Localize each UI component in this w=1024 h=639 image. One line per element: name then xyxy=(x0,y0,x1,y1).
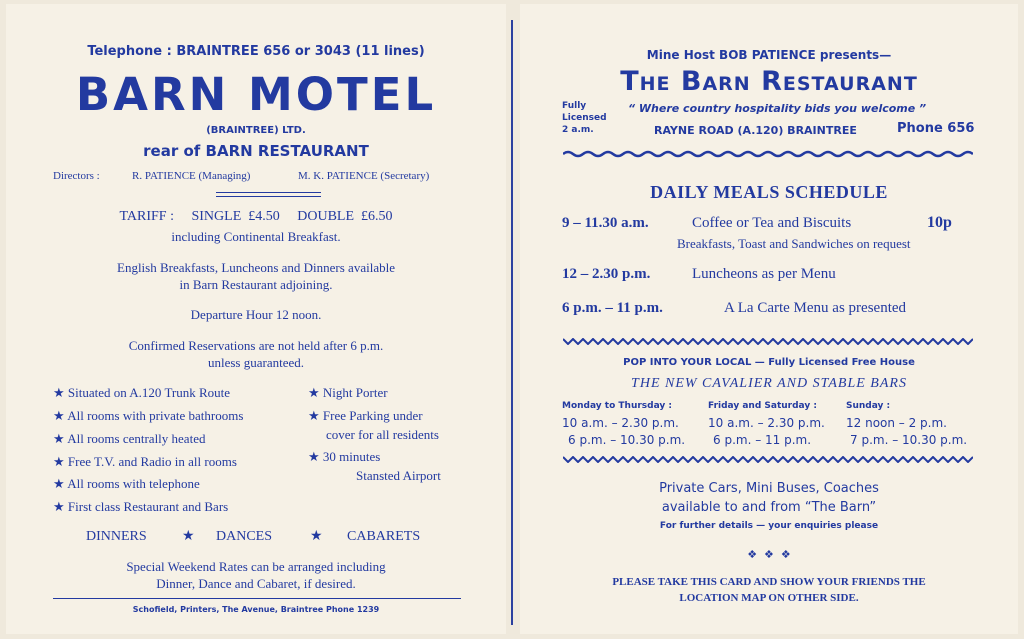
schedule-time: 9 – 11.30 a.m. xyxy=(562,215,649,231)
fold-line xyxy=(511,20,513,625)
restaurant-panel xyxy=(520,4,1018,634)
enquiries-line: For further details — your enquiries please xyxy=(659,521,879,531)
presents-line: Mine Host BOB PATIENCE presents— xyxy=(646,48,892,62)
entertainment-dances: DANCES xyxy=(216,529,273,544)
entertainment-dinners: DINNERS xyxy=(86,529,147,544)
star-icon: ★ xyxy=(310,529,323,544)
schedule-time: 12 – 2.30 p.m. xyxy=(562,266,651,282)
motel-panel xyxy=(6,4,506,634)
schedule-note: Breakfasts, Toast and Sandwiches on request xyxy=(677,236,911,251)
rear-of-line: rear of BARN RESTAURANT xyxy=(143,142,369,160)
footer-rule xyxy=(53,598,461,599)
feature-item: ★ First class Restaurant and Bars xyxy=(53,499,229,514)
chevron-divider xyxy=(563,338,973,345)
chevron-divider xyxy=(563,456,973,463)
feature-item: ★ All rooms with private bathrooms xyxy=(53,408,244,423)
meals-line-1: English Breakfasts, Luncheons and Dinners available xyxy=(117,260,395,275)
schedule-time: 6 p.m. – 11 p.m. xyxy=(562,300,663,316)
pop-in-line: POP INTO YOUR LOCAL — Fully Licensed Free House xyxy=(623,357,915,368)
director-secretary: M. K. PATIENCE (Secretary) xyxy=(298,170,430,182)
schedule-item: Luncheons as per Menu xyxy=(692,266,836,282)
closing-line-2: LOCATION MAP ON OTHER SIDE. xyxy=(679,592,859,604)
star-icon: ★ xyxy=(53,385,65,400)
weekend-line-2: Dinner, Dance and Cabaret, if desired. xyxy=(156,576,356,591)
schedule-item: Coffee or Tea and Biscuits xyxy=(692,215,852,231)
address-line: RAYNE ROAD (A.120) BRAINTREE xyxy=(654,124,857,137)
star-icon: ★ xyxy=(53,408,65,423)
star-icon: ★ xyxy=(53,431,65,446)
star-icon: ★ xyxy=(308,408,320,423)
feature-item: ★ 30 minutes xyxy=(308,449,381,464)
director-managing: R. PATIENCE (Managing) xyxy=(132,170,251,182)
star-icon: ★ xyxy=(53,454,65,469)
feature-item: ★ Free Parking under xyxy=(308,408,423,423)
feature-item: ★ All rooms with telephone xyxy=(53,476,200,491)
feature-item-continued: cover for all residents xyxy=(326,427,439,442)
departure-line: Departure Hour 12 noon. xyxy=(190,307,322,322)
hours-days: Friday and Saturday : xyxy=(708,401,817,411)
hours-line: 10 a.m. – 2.30 p.m. xyxy=(562,416,679,430)
closing-line-1: PLEASE TAKE THIS CARD AND SHOW YOUR FRIENDS THE xyxy=(612,576,926,588)
ornament-icon: ❖ ❖ ❖ xyxy=(747,548,791,561)
motel-title: BARN MOTEL xyxy=(75,68,437,121)
entertainment-cabarets: CABARETS xyxy=(347,529,421,544)
divider xyxy=(216,196,321,197)
feature-item: ★ Situated on A.120 Trunk Route xyxy=(53,385,231,400)
schedule-item: A La Carte Menu as presented xyxy=(724,300,907,316)
star-icon: ★ xyxy=(182,529,195,544)
tariff-note: including Continental Breakfast. xyxy=(171,229,341,244)
schedule-heading: DAILY MEALS SCHEDULE xyxy=(650,182,888,202)
wave-divider xyxy=(563,150,973,158)
feature-item: ★ Night Porter xyxy=(308,385,388,400)
tariff-line: TARIFF : SINGLE £4.50 DOUBLE £6.50 xyxy=(119,209,393,224)
meals-line-2: in Barn Restaurant adjoining. xyxy=(179,277,333,292)
transport-line-1: Private Cars, Mini Buses, Coaches xyxy=(659,481,879,496)
phone-line: Phone 656 xyxy=(897,121,975,136)
hours-line: 12 noon – 2 p.m. xyxy=(846,416,947,430)
weekend-line-1: Special Weekend Rates can be arranged including xyxy=(126,559,386,574)
star-icon: ★ xyxy=(53,499,65,514)
hours-line: 7 p.m. – 10.30 p.m. xyxy=(850,433,968,447)
star-icon: ★ xyxy=(308,449,320,464)
directors-label: Directors : xyxy=(53,170,100,182)
reservations-line-1: Confirmed Reservations are not held after 6 p.m. xyxy=(128,338,384,353)
hours-line: 6 p.m. – 10.30 p.m. xyxy=(568,433,686,447)
company-name: (BRAINTREE) LTD. xyxy=(206,125,306,136)
restaurant-title: The Barn Restaurant xyxy=(620,66,918,97)
bars-title: THE NEW CAVALIER AND STABLE BARS xyxy=(631,376,907,391)
feature-item-continued: Stansted Airport xyxy=(356,468,441,483)
star-icon: ★ xyxy=(308,385,320,400)
transport-line-2: available to and from “The Barn” xyxy=(661,500,877,515)
star-icon: ★ xyxy=(53,476,65,491)
reservations-line-2: unless guaranteed. xyxy=(207,355,305,370)
hours-days: Sunday : xyxy=(846,401,891,411)
tagline: “ Where country hospitality bids you welcome ” xyxy=(628,102,927,115)
hours-line: 6 p.m. – 11 p.m. xyxy=(713,433,812,447)
divider xyxy=(216,192,321,193)
printer-credit: Schofield, Printers, The Avenue, Braintree Phone 1239 xyxy=(132,605,380,614)
feature-item: ★ All rooms centrally heated xyxy=(53,431,206,446)
telephone-line: Telephone : BRAINTREE 656 or 3043 (11 lines) xyxy=(87,44,425,59)
licensed-note: Fully Licensed 2 a.m. xyxy=(562,101,607,135)
schedule-price: 10p xyxy=(927,214,952,231)
hours-days: Monday to Thursday : xyxy=(562,401,672,411)
feature-item: ★ Free T.V. and Radio in all rooms xyxy=(53,454,237,469)
hours-line: 10 a.m. – 2.30 p.m. xyxy=(708,416,825,430)
